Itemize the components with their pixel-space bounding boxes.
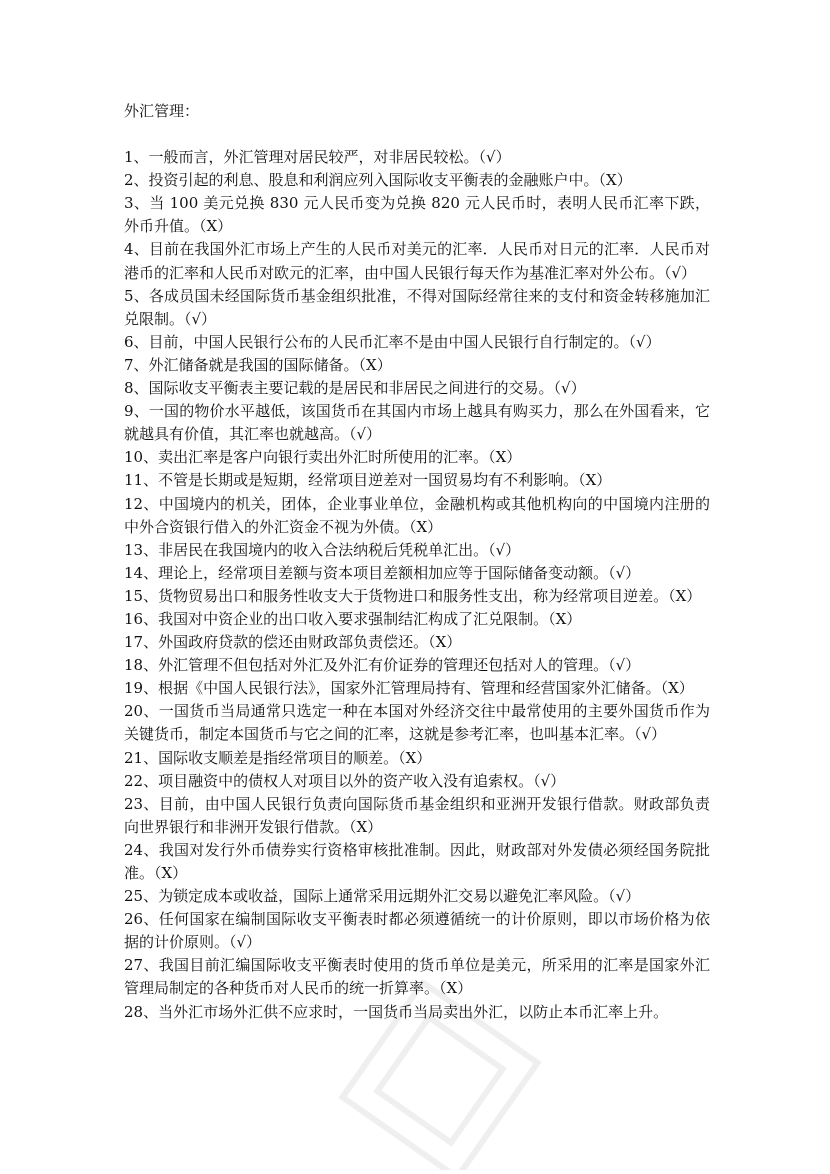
question-item: 7、外汇储备就是我国的国际储备。（X） xyxy=(124,355,392,374)
question-item: 6、目前，中国人民银行公布的人民币汇率不是由中国人民银行自行制定的。（√） xyxy=(124,332,661,351)
document-body xyxy=(124,100,710,1024)
question-item: 24、我国对发行外币债券实行资格审核批准制。因此，财政部对外发债必须经国务院批准。（X） xyxy=(124,840,710,882)
question-item: 14、理论上，经常项目差额与资本项目差额相加应等于国际储备变动额。（√） xyxy=(124,563,641,582)
question-item: 17、外国政府贷款的偿还由财政部负责偿还。（X） xyxy=(124,633,462,652)
question-item: 21、国际收支顺差是指经常项目的顺差。（X） xyxy=(124,748,432,767)
question-item: 18、外汇管理不但包括对外汇及外汇有价证券的管理还包括对人的管理。（√） xyxy=(124,656,641,675)
question-item: 19、根据《中国人民银行法》，国家外汇管理局持有、管理和经营国家外汇储备。（X） xyxy=(124,679,694,698)
question-item: 3、当 100 美元兑换 830 元人民币变为兑换 820 元人民币时，表明人民币汇率下跌，外币升值。（X） xyxy=(124,194,710,236)
question-item: 23、目前，由中国人民银行负责向国际货币基金组织和亚洲开发银行借款。财政部负责向世界银行和非洲开发银行借款。（X） xyxy=(124,794,710,836)
question-item: 9、一国的物价水平越低，该国货币在其国内市场上越具有购买力，那么在外国看来，它就越具有价值，其汇率也就越高。（√） xyxy=(124,402,710,444)
question-item: 8、国际收支平衡表主要记载的是居民和非居民之间进行的交易。（√） xyxy=(124,379,586,398)
question-item: 26、任何国家在编制国际收支平衡表时都必须遵循统一的计价原则，即以市场价格为依据的计价原则。（√） xyxy=(124,910,710,952)
question-item: 28、当外汇市场外汇供不应求时，一国货币当局卖出外汇，以防止本币汇率上升。 xyxy=(124,1002,669,1021)
question-list xyxy=(124,146,710,1024)
question-item: 20、一国货币当局通常只选定一种在本国对外经济交往中最常使用的主要外国货币作为关键货币，制定本国货币与它之间的汇率，这就是参考汇率，也叫基本汇率。（√） xyxy=(124,702,710,744)
question-item: 15、货物贸易出口和服务性收支大于货物进口和服务性支出，称为经常项目逆差。（X） xyxy=(124,586,702,605)
question-item: 5、各成员国未经国际货币基金组织批准，不得对国际经常往来的支付和资金转移施加汇兑限制。（√） xyxy=(124,286,710,328)
question-item: 10、卖出汇率是客户向银行卖出外汇时所使用的汇率。（X） xyxy=(124,448,522,467)
question-item: 12、中国境内的机关，团体，企业事业单位，金融机构或其他机构向的中国境内注册的中外合资银行借入的外汇资金不视为外债。（X） xyxy=(124,494,710,536)
question-item: 13、非居民在我国境内的收入合法纳税后凭税单汇出。（√） xyxy=(124,540,521,559)
question-item: 2、投资引起的利息、股息和利润应列入国际收支平衡表的金融账户中。（X） xyxy=(124,171,632,190)
question-item: 27、我国目前汇编国际收支平衡表时使用的货币单位是美元，所采用的汇率是国家外汇管理局制定的各种货币对人民币的统一折算率。（X） xyxy=(124,956,710,998)
question-item: 1、一般而言，外汇管理对居民较严，对非居民较松。（√） xyxy=(124,148,511,167)
section-heading: 外汇管理： xyxy=(124,102,200,120)
question-item: 25、为锁定成本或收益，国际上通常采用远期外汇交易以避免汇率风险。（√） xyxy=(124,887,641,906)
question-item: 16、我国对中资企业的出口收入要求强制结汇构成了汇兑限制。（X） xyxy=(124,609,582,628)
question-item: 4、目前在我国外汇市场上产生的人民币对美元的汇率．人民币对日元的汇率．人民币对港币的汇率和人民币对欧元的汇率，由中国人民银行每天作为基准汇率对外公布。（√） xyxy=(124,240,710,282)
question-item: 11、不管是长期或是短期，经常项目逆差对一国贸易均有不利影响。（X） xyxy=(124,471,612,490)
question-item: 22、项目融资中的债权人对项目以外的资产收入没有追索权。（√） xyxy=(124,771,566,790)
